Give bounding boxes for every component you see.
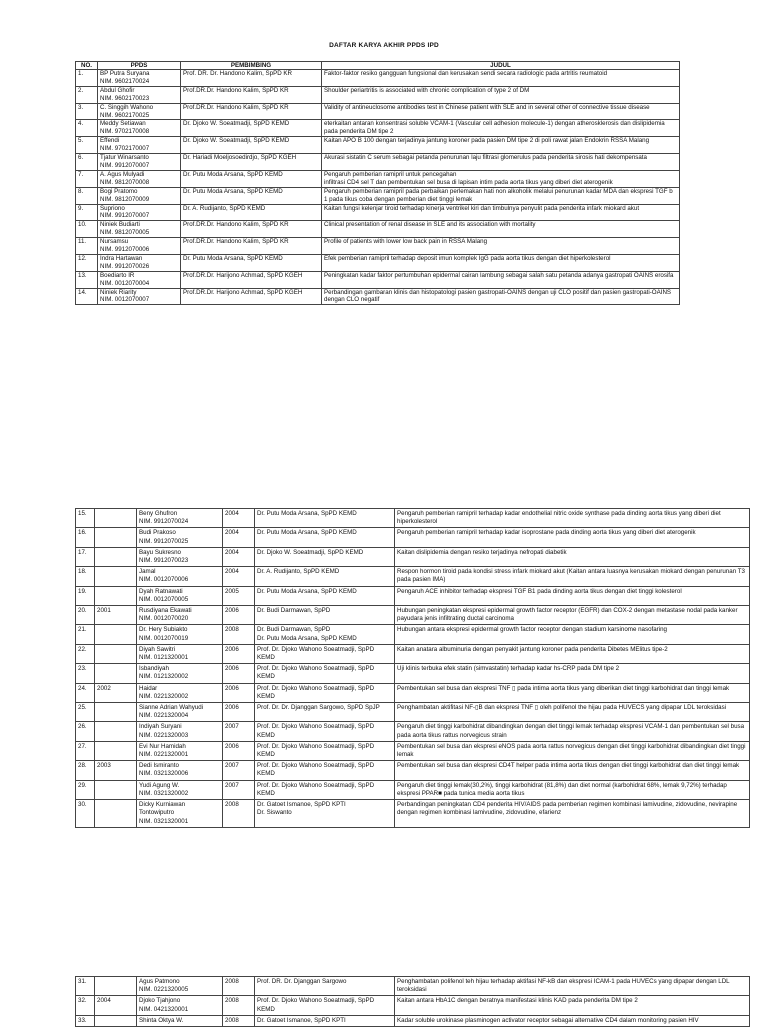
table-row (76, 137, 680, 154)
table-row (76, 86, 680, 103)
table-row (76, 547, 750, 566)
cell-ppds: Indiyah Suryani NIM. 0221320003 (137, 722, 223, 741)
cell-judul: Kaitan dislipidemia dengan resiko terjadinya nefropati diabetik (395, 547, 750, 566)
cell-no: 14. (76, 288, 98, 305)
header-pembimbing: PEMBIMBING (181, 62, 322, 70)
cell-pembimbing: Prof. Dr. Djoko Wahono Soeatmadji, SpPD KEMD (255, 741, 395, 760)
cell-ppds: Niniek Budiarti NIM. 9812070005 (98, 221, 181, 238)
table-row (76, 70, 680, 87)
table-row (76, 1015, 750, 1026)
cell-judul: Pengaruh pemberian ramipril terhadap kadar endothelial nitric oxide synthase pada dinding aorta tikus yang diberi diet hiperkolesterol (395, 509, 750, 528)
cell-no: 21. (76, 625, 95, 644)
cell-pembimbing: Dr. Putu Moda Arsana, SpPD KEMD (255, 586, 395, 605)
cell-judul: Uji klinis terbuka efek statin (simvastatin) terhadap kadar hs-CRP pada DM tipe 2 (395, 664, 750, 683)
table-row (76, 288, 680, 305)
cell-judul: Kaitan fungsi kelenjar tiroid terhadap kinerja ventrikel kiri dan timbulnya penyulit pada penderita infark miokard akut (322, 204, 680, 221)
cell-no: 12. (76, 254, 98, 271)
cell-ppds: Jamal NIM. 0012070006 (137, 567, 223, 586)
cell-angkatan (95, 567, 137, 586)
table-row (76, 238, 680, 255)
cell-angkatan (95, 741, 137, 760)
table-row (76, 664, 750, 683)
cell-no: 15. (76, 509, 95, 528)
cell-pembimbing: Prof. Dr. Djoko Wahono Soeatmadji, SpPD KEMD (255, 644, 395, 663)
table-row (76, 170, 680, 187)
cell-pembimbing: Dr. Djoko W. Soeatmadji, SpPD KEMD (255, 547, 395, 566)
table-row (76, 187, 680, 204)
cell-judul: Hubungan antara ekspresi epidermal growth factor receptor dengan stadium karsinome nasofaring (395, 625, 750, 644)
table-row (76, 254, 680, 271)
cell-no: 25. (76, 703, 95, 722)
cell-tahun: 2006 (223, 741, 255, 760)
cell-no: 2. (76, 86, 98, 103)
cell-pembimbing: Dr. Putu Moda Arsana, SpPD KEMD (255, 528, 395, 547)
cell-angkatan (95, 509, 137, 528)
cell-angkatan (95, 547, 137, 566)
thesis-table-3 (75, 976, 750, 1027)
cell-ppds: Effendi NIM. 9702170007 (98, 137, 181, 154)
cell-judul: Penghambatan polifenol teh hijau terhadap aktifasi NF-kB dan ekspresi ICAM-1 pada HUVECs yang dipapar dengan LDL teroksidasi (395, 977, 750, 996)
cell-judul: Penghambatan aktifitasi NF-▯B dan ekspresi TNF ▯ oleh polifenol the hijau pada HUVECS yang dipapar LDL teroksidasi (395, 703, 750, 722)
document-title: DAFTAR KARYA AKHIR PPDS IPD (329, 42, 439, 49)
cell-judul: Kadar soluble urokinase plasminogen activator receptor sebagai alternative CD4 dalam monitoring pasien HIV (395, 1015, 750, 1026)
cell-no: 19. (76, 586, 95, 605)
table-row (76, 996, 750, 1015)
cell-angkatan (95, 664, 137, 683)
cell-ppds: Yudi Agung W. NIM. 0321320002 (137, 780, 223, 799)
cell-ppds: Boediarto IR NIM. 0012070004 (98, 271, 181, 288)
cell-judul: Pengaruh ACE inhibitor terhadap ekspresi TGF B1 pada dinding aorta tikus dengan diet tinggi kolesterol (395, 586, 750, 605)
cell-ppds: C. Singgih Wahono NIM. 9602170025 (98, 103, 181, 120)
table-row (76, 683, 750, 702)
cell-no: 28. (76, 761, 95, 780)
cell-pembimbing: Prof. Dr. Djoko Wahono Soeatmadji, SpPD KEMD (255, 664, 395, 683)
table-row (76, 120, 680, 137)
cell-judul: Pembentukan sel busa dan ekspresi TNF ▯ pada intima aorta tikus yang diberikan diet tinggi karbohidrat dan tinggi lemak (395, 683, 750, 702)
cell-angkatan: 2002 (95, 683, 137, 702)
cell-angkatan (95, 586, 137, 605)
cell-tahun: 2006 (223, 664, 255, 683)
cell-tahun: 2006 (223, 644, 255, 663)
cell-judul: Kaitan anatara albuminuria dengan penyakit jantung koroner pada penderita Dibetes MElitus tipe-2 (395, 644, 750, 663)
cell-angkatan (95, 722, 137, 741)
cell-angkatan: 2003 (95, 761, 137, 780)
cell-no: 8. (76, 187, 98, 204)
cell-ppds: Nursamsu NIM. 9912070006 (98, 238, 181, 255)
cell-no: 11. (76, 238, 98, 255)
cell-no: 31. (76, 977, 95, 996)
table-row (76, 103, 680, 120)
cell-ppds: Agus Patmono NIM. 0221320005 (137, 977, 223, 996)
table-row (76, 567, 750, 586)
table-row (76, 644, 750, 663)
cell-ppds: Shinta Oktya W. (137, 1015, 223, 1026)
cell-ppds: BP Putra Suryana NIM. 9602170024 (98, 70, 181, 87)
thesis-table-1 (75, 61, 680, 305)
cell-ppds: Dr. Hery Subiakto NIM. 0012070019 (137, 625, 223, 644)
cell-judul: Perbandingan gambaran klinis dan histopatologi pasien gastropati-OAINS dengan uji CLO positif dan pasien gastropati-OAINS dengan CLO negatif (322, 288, 680, 305)
cell-pembimbing: Prof. Dr. Djoko Wahono Soeatmadji, SpPD KEMD (255, 761, 395, 780)
thesis-table-2 (75, 508, 750, 828)
cell-tahun: 2008 (223, 977, 255, 996)
cell-judul: Kaitan APO B 100 dengan terjadinya jantung koroner pada pasien DM tipe 2 di poli rawat jalan Endokrin RSSA Malang (322, 137, 680, 154)
cell-angkatan (95, 528, 137, 547)
table-row (76, 722, 750, 741)
header-judul: JUDUL (322, 62, 680, 70)
table-row (76, 221, 680, 238)
cell-pembimbing: Prof. Dr. Djoko Wahono Soeatmadji, SpPD KEMD (255, 780, 395, 799)
cell-ppds: Tjatur Winarsanto NIM. 9912070007 (98, 154, 181, 171)
cell-no: 13. (76, 271, 98, 288)
cell-tahun: 2006 (223, 683, 255, 702)
table-row (76, 154, 680, 171)
cell-pembimbing: Prof. Dr. Djoko Wahono Soeatmadji, SpPD KEMD (255, 996, 395, 1015)
cell-judul: Pengaruh pemberian ramipril untuk pencegahan infiltrasi CD4 sel T dan pembentukan sel busa di lapisan intim pada aorta tikus yang diberi diet aterogenik (322, 170, 680, 187)
cell-ppds: Indra Hartawan NIM. 9912070026 (98, 254, 181, 271)
cell-angkatan (95, 703, 137, 722)
cell-judul: Respon hormon tiroid pada kondisi stress infark miokard akut (Kaitan antara luasnya kerusakan miokard dengan penurunan T3 pada pasien IMA) (395, 567, 750, 586)
cell-pembimbing: Dr. Djoko W. Soeatmadji, SpPD KEMD (181, 137, 322, 154)
cell-tahun: 2005 (223, 586, 255, 605)
cell-tahun: 2006 (223, 606, 255, 625)
cell-no: 3. (76, 103, 98, 120)
cell-ppds: Dedi Ismiranto NIM. 0321320006 (137, 761, 223, 780)
cell-tahun: 2008 (223, 996, 255, 1015)
cell-pembimbing: Dr. Putu Moda Arsana, SpPD KEMD (181, 170, 322, 187)
cell-judul: Perbandingan peningkatan CD4 penderita HIV/AIDS pada pemberian regimen kombinasi lamivudine, zidovudine, nevirapine dengan regimen kombinasi lamivudine, zidovudine, efarienz (395, 800, 750, 828)
cell-ppds: Diyah Sawitri NIM. 0121320001 (137, 644, 223, 663)
cell-pembimbing: Prof.DR.Dr. Handono Kalim, SpPD KR (181, 103, 322, 120)
cell-no: 4. (76, 120, 98, 137)
cell-pembimbing: Dr. A. Rudijanto, SpPD KEMD (255, 567, 395, 586)
cell-tahun: 2007 (223, 722, 255, 741)
cell-judul: Faktor-faktor resiko gangguan fungsional dan kerusakan sendi secara radiologic pada artritis reumatoid (322, 70, 680, 87)
cell-tahun: 2008 (223, 625, 255, 644)
cell-judul: Pengaruh pemberian ramipril pada perbaikan perlemakan hati non alkoholik melalui penurunan kadar MDA dan ekspresi TGF b 1 pada tikus coba dengan pemberian diet tinggi lemak (322, 187, 680, 204)
table-row (76, 780, 750, 799)
cell-angkatan (95, 644, 137, 663)
header-no: NO. (76, 62, 98, 70)
cell-pembimbing: Dr. Budi Darmawan, SpPD (255, 606, 395, 625)
cell-ppds: Dicky Kurniawan Tontowiputro NIM. 0321320001 (137, 800, 223, 828)
table-row (76, 625, 750, 644)
cell-pembimbing: Prof.DR.Dr. Harijono Achmad, SpPD KGEH (181, 288, 322, 305)
cell-no: 20. (76, 606, 95, 625)
cell-ppds: Abdul Ghofir NIM. 9602170023 (98, 86, 181, 103)
cell-no: 16. (76, 528, 95, 547)
cell-ppds: Haidar NIM. 0221320002 (137, 683, 223, 702)
cell-no: 1. (76, 70, 98, 87)
table-row (76, 800, 750, 828)
cell-pembimbing: Prof. Dr. Djoko Wahono Soeatmadji, SpPD KEMD (255, 722, 395, 741)
cell-judul: Validity of antineuclosome antibodies test in Chinese patient with SLE and in several other of connective tissue disease (322, 103, 680, 120)
cell-tahun: 2007 (223, 780, 255, 799)
cell-angkatan (95, 977, 137, 996)
cell-ppds: Niniek Riarity NIM. 0012070007 (98, 288, 181, 305)
table-body (76, 977, 750, 1027)
cell-pembimbing: Dr. Putu Moda Arsana, SpPD KEMD (181, 254, 322, 271)
cell-no: 33. (76, 1015, 95, 1026)
cell-tahun: 2007 (223, 761, 255, 780)
cell-judul: Akurasi sistatin C serum sebagai petanda penurunan laju filtrasi glomerulus pada penderita sirosis hati dekompensata (322, 154, 680, 171)
cell-pembimbing: Prof.DR.Dr. Harijono Achmad, SpPD KGEH (181, 271, 322, 288)
cell-ppds: Sianne Adrian Wahyudi NIM. 0221320004 (137, 703, 223, 722)
cell-pembimbing: Prof. Dr. Djoko Wahono Soeatmadji, SpPD KEMD (255, 683, 395, 702)
cell-no: 5. (76, 137, 98, 154)
cell-ppds: Rusdiyana Ekawati NIM. 0012070020 (137, 606, 223, 625)
cell-no: 26. (76, 722, 95, 741)
header-ppds: PPDS (98, 62, 181, 70)
cell-pembimbing: Prof.DR.Dr. Handono Kalim, SpPD KR (181, 86, 322, 103)
table-row (76, 509, 750, 528)
cell-judul: Pengaruh pemberian ramipril terhadap kadar isoprostane pada dinding aorta tikus yang diberi diet aterogenik (395, 528, 750, 547)
cell-pembimbing: Prof. Dr. Dr. Djanggan Sargowo, SpPD SpJP (255, 703, 395, 722)
cell-angkatan: 2001 (95, 606, 137, 625)
cell-no: 7. (76, 170, 98, 187)
table-row (76, 204, 680, 221)
table-row (76, 606, 750, 625)
cell-pembimbing: Dr. Hariadi Moeljosoedirdjo, SpPD KGEH (181, 154, 322, 171)
cell-pembimbing: Prof. DR. Dr. Djanggan Sargowo (255, 977, 395, 996)
cell-ppds: Bogi Pratomo NIM. 9812070009 (98, 187, 181, 204)
cell-ppds: Isbandiyah NIM. 0121320002 (137, 664, 223, 683)
cell-ppds: Bayu Sukresno NIM. 9912070023 (137, 547, 223, 566)
table-row (76, 761, 750, 780)
cell-judul: Shoulder periartritis is associated with chronic complication of type 2 of DM (322, 86, 680, 103)
cell-pembimbing: Dr. Putu Moda Arsana, SpPD KEMD (181, 187, 322, 204)
table-row (76, 586, 750, 605)
cell-no: 18. (76, 567, 95, 586)
cell-tahun: 2004 (223, 528, 255, 547)
cell-tahun: 2008 (223, 800, 255, 828)
cell-pembimbing: Prof.DR.Dr. Handono Kalim, SpPD KR (181, 221, 322, 238)
cell-pembimbing: Dr. Gatoet Ismanoe, SpPD KPTI (255, 1015, 395, 1026)
cell-pembimbing: Prof. DR. Dr. Handono Kalim, SpPD KR (181, 70, 322, 87)
cell-ppds: Dyah Ratnawati NIM. 0012070005 (137, 586, 223, 605)
cell-judul: Profile of patients with lower low back pain in RSSA Malang (322, 238, 680, 255)
cell-judul: Clinical presentation of renal disease in SLE and its association with mortality (322, 221, 680, 238)
cell-tahun: 2008 (223, 1015, 255, 1026)
table-body (76, 509, 750, 828)
cell-pembimbing: Dr. Gatoet Ismanoe, SpPD KPTI Dr. Siswanto (255, 800, 395, 828)
cell-tahun: 2004 (223, 509, 255, 528)
cell-no: 10. (76, 221, 98, 238)
cell-no: 32. (76, 996, 95, 1015)
cell-judul: Hubungan peningkatan ekspresi epidermal growth factor receptor (EGFR) dan COX-2 dengan metastase nodal pada kanker payudara jenis infiltrating ductal carcinoma (395, 606, 750, 625)
table-row (76, 703, 750, 722)
cell-ppds: Supriono NIM. 9912070007 (98, 204, 181, 221)
table-body (76, 70, 680, 305)
cell-ppds: Beny Ghufron NIM. 9912070024 (137, 509, 223, 528)
cell-judul: Pembentukan sel busa dan ekspresi eNOS pada aorta rattus norvegicus dengan diet tinggi karbohidrat dibandingkan diet tinggi lemak (395, 741, 750, 760)
cell-no: 27. (76, 741, 95, 760)
table-row (76, 528, 750, 547)
cell-judul: eterkaitan antaran konsentrasi soluble VCAM-1 (Vascular cell adhesion molecule-1) dengan atherosklerosis dan dislipidemia pada penderita DM tipe 2 (322, 120, 680, 137)
cell-no: 23. (76, 664, 95, 683)
cell-tahun: 2006 (223, 703, 255, 722)
cell-angkatan (95, 625, 137, 644)
cell-pembimbing: Dr. Budi Darmawan, SpPD Dr. Putu Moda Arsana, SpPD KEMD (255, 625, 395, 644)
cell-tahun: 2004 (223, 547, 255, 566)
cell-ppds: Budi Prakoso NIM. 9912070025 (137, 528, 223, 547)
cell-ppds: Meddy Setiawan NIM. 9702170008 (98, 120, 181, 137)
table-header (76, 62, 680, 70)
cell-pembimbing: Dr. Djoko W. Soeatmadji, SpPD KEMD (181, 120, 322, 137)
table-row (76, 271, 680, 288)
cell-judul: Peningkatan kadar faktor pertumbuhan epidermal cairan lambung sebagai salah satu petanda adanya gastropati OAINS erosifa (322, 271, 680, 288)
cell-angkatan: 2004 (95, 996, 137, 1015)
cell-tahun: 2004 (223, 567, 255, 586)
cell-ppds: A. Agus Mulyadi NIM. 9812070008 (98, 170, 181, 187)
cell-no: 24. (76, 683, 95, 702)
cell-no: 9. (76, 204, 98, 221)
cell-judul: Pengaruh diet tinggi karbohidrat dibandingkan dengan diet tinggi lemak terhadap ekspresi VCAM-1 dan pembentukan sel busa pada aorta tikus rattus norvegicus strain (395, 722, 750, 741)
table-row (76, 741, 750, 760)
cell-angkatan (95, 800, 137, 828)
cell-no: 6. (76, 154, 98, 171)
cell-no: 30. (76, 800, 95, 828)
cell-judul: Pengaruh diet tinggi lemak(30,2%), tinggi karbohidrat (81,8%) dan diet normal (karbohidrat 68%, lemak 9,72%) terhadap ekspresi PPAR■ pada tunica media aorta tikus (395, 780, 750, 799)
cell-judul: Kaitan antara HbA1C dengan beratnya manifestasi klinis KAD pada penderita DM tipe 2 (395, 996, 750, 1015)
cell-ppds: Djoko Tjahjono NIM. 0421320001 (137, 996, 223, 1015)
cell-pembimbing: Dr. A. Rudijanto, SpPD KEMD (181, 204, 322, 221)
table-row (76, 977, 750, 996)
cell-pembimbing: Dr. Putu Moda Arsana, SpPD KEMD (255, 509, 395, 528)
cell-no: 29. (76, 780, 95, 799)
cell-no: 22. (76, 644, 95, 663)
cell-angkatan (95, 1015, 137, 1026)
cell-ppds: Evi Nur Hamidah NIM. 0221320001 (137, 741, 223, 760)
cell-judul: Pembentukan sel busa dan ekspresi CD4T helper pada intima aorta tikus dengan diet tinggi karbohidrat dan diet tinggi lemak (395, 761, 750, 780)
cell-judul: Efek pemberian ramipril terhadap deposit imun komplek IgG pada aorta tikus dengan diet hiperkolesterol (322, 254, 680, 271)
cell-angkatan (95, 780, 137, 799)
cell-no: 17. (76, 547, 95, 566)
cell-pembimbing: Prof.DR.Dr. Handono Kalim, SpPD KR (181, 238, 322, 255)
